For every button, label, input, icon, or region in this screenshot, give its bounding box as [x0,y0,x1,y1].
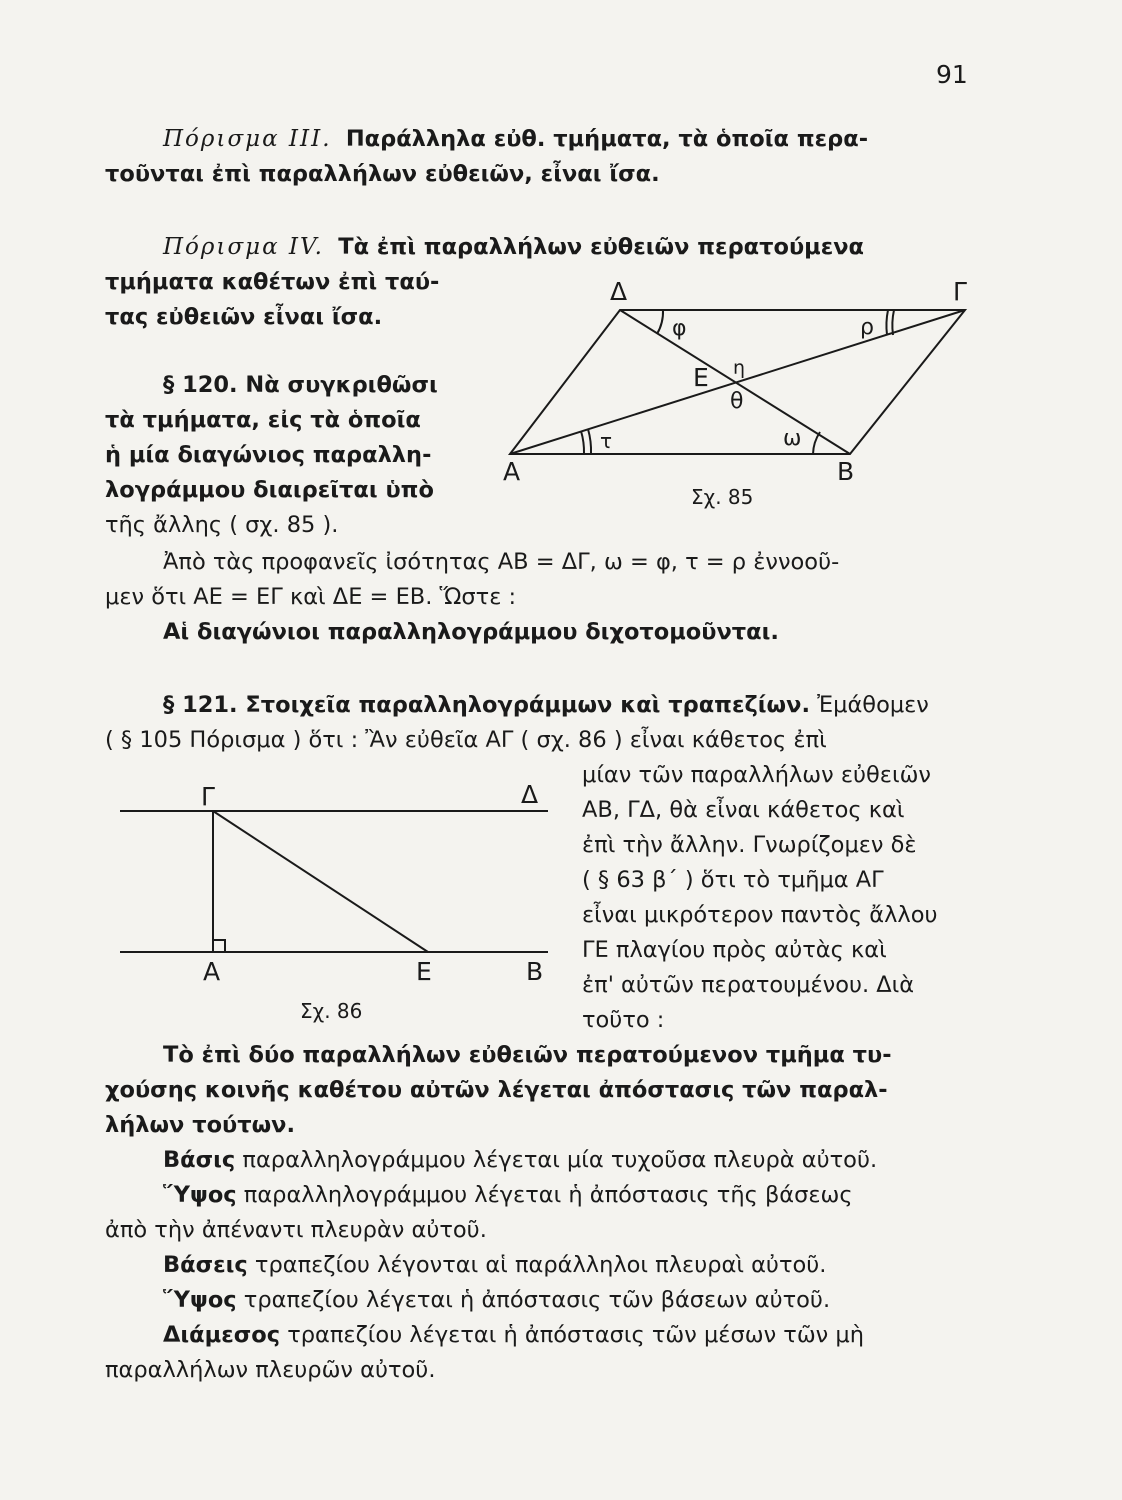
figure-85-caption: Σχ. 85 [691,485,754,509]
porisma-4-label: Πόρισμα IV. [163,234,324,260]
section-120-line3: ἡ μία διαγώνιος παραλλη- [105,442,432,468]
term-hypsos-parallelogram-cont: ἀπὸ τὴν ἀπέναντι πλευρὰν αὐτοῦ. [105,1217,487,1243]
section-121-line9: ἐπ' αὐτῶν περατουμένου. Διὰ [582,972,915,998]
label-E: Ε [416,957,432,986]
label-rho: ρ [860,315,874,340]
definition-line3: λήλων τούτων. [105,1112,296,1138]
section-120-line2: τὰ τμήματα, εἰς τὰ ὁποῖα [105,407,421,433]
label-tau: τ [600,429,613,453]
figure-85 [495,280,975,510]
label-B: Β [526,957,544,986]
angle-phi-arc [657,310,663,334]
porisma-4-line2: τμήματα καθέτων ἐπὶ ταύ- [105,269,440,295]
definition-line2: χούσης κοινῆς καθέτου αὐτῶν λέγεται ἀπόστασις τῶν παραλ- [105,1077,888,1103]
figure-86-caption: Σχ. 86 [300,999,363,1023]
label-A: Α [203,957,221,986]
diagonal-db [620,310,850,454]
label-G: Γ [201,782,215,811]
section-120-cont [105,545,967,650]
section-120 [105,368,500,543]
terms [105,1143,967,1388]
right-angle-mark [213,940,225,952]
label-omega: ω [783,426,802,451]
label-D: Δ [610,280,628,306]
label-theta: θ [730,389,744,414]
figure-86 [115,775,565,1030]
angle-omega-arc [813,432,820,454]
term-basis: Βάσις παραλληλογράμμου λέγεται μία τυχοῦσα πλευρὰ αὐτοῦ. [163,1147,878,1173]
term-diamesos-cont: παραλλήλων πλευρῶν αὐτοῦ. [105,1357,436,1383]
porisma-3 [105,122,967,192]
porisma-3-line2: τοῦνται ἐπὶ παραλλήλων εὐθειῶν, εἶναι ἴσα. [105,161,660,187]
label-A: Α [503,457,521,486]
angle-rho-arc-1 [886,310,888,335]
section-121-line6: ( § 63 β΄ ) ὅτι τὸ τμῆμα ΑΓ [582,867,884,893]
angle-tau-arc-2 [588,429,591,454]
porisma-4-line3: τας εὐθειῶν εἶναι ἴσα. [105,304,383,330]
section-120-line4: λογράμμου διαιρεῖται ὑπὸ [105,477,434,503]
segment-ge [213,811,428,952]
section-121 [105,688,967,758]
label-E: Ε [693,363,709,392]
angle-tau-arc-1 [581,431,584,454]
section-121-line7: εἶναι μικρότερον παντὸς ἄλλου [582,902,938,928]
porisma-4-line1: Τὰ ἐπὶ παραλλήλων εὐθειῶν περατούμενα [338,234,865,260]
label-B: Β [837,457,855,486]
term-hypsos-trapezium: Ὕψος τραπεζίου λέγεται ἡ ἀπόστασις τῶν βάσεων αὐτοῦ. [163,1287,831,1313]
porisma-3-label: Πόρισμα ΙΙΙ. [163,126,332,152]
label-phi: φ [672,316,687,341]
section-121-line10: τοῦτο : [582,1007,665,1033]
label-G: Γ [953,280,967,306]
definition [105,1038,967,1143]
porisma-3-line1: Παράλληλα εὐθ. τμήματα, τὰ ὁποῖα περα- [345,126,869,152]
section-120-line6: Ἀπὸ τὰς προφανεῖς ἰσότητας ΑΒ = ΔΓ, ω = φ, τ = ρ ἐννοοῦ- [163,549,840,575]
diagonal-ag [510,310,965,454]
label-eta: η [733,357,746,379]
section-121-line1-rest: Ἐμάθομεν [817,692,929,718]
term-hypsos-parallelogram: Ὕψος παραλληλογράμμου λέγεται ἡ ἀπόστασις τῆς βάσεως [163,1182,853,1208]
section-121-heading: § 121. Στοιχεῖα παραλληλογράμμων καὶ τραπεζίων. [163,692,810,718]
term-baseis: Βάσεις τραπεζίου λέγονται αἱ παράλληλοι πλευραὶ αὐτοῦ. [163,1252,827,1278]
section-121-line3: μίαν τῶν παραλλήλων εὐθειῶν [582,762,931,788]
section-120-line7: μεν ὅτι ΑΕ = ΕΓ καὶ ΔΕ = ΕΒ. Ὥστε : [105,584,517,610]
section-120-line5: τῆς ἄλλης ( σχ. 85 ). [105,512,339,538]
definition-line1: Τὸ ἐπὶ δύο παραλλήλων εὐθειῶν περατούμενον τμῆμα τυ- [163,1042,892,1068]
section-121-right [582,758,972,1038]
section-121-line5: ἐπὶ τὴν ἄλλην. Γνωρίζομεν δὲ [582,832,917,858]
section-121-line4: ΑΒ, ΓΔ, θὰ εἶναι κάθετος καὶ [582,797,905,823]
section-121-line8: ΓΕ πλαγίου πρὸς αὐτὰς καὶ [582,937,887,963]
page-number: 91 [936,60,968,89]
section-120-conclusion: Αἱ διαγώνιοι παραλληλογράμμου διχοτομοῦνται. [163,619,779,645]
label-D: Δ [521,780,539,809]
section-121-line2: ( § 105 Πόρισμα ) ὅτι : Ἂν εὐθεῖα ΑΓ ( σχ. 86 ) εἶναι κάθετος ἐπὶ [105,727,827,753]
angle-rho-arc-2 [892,310,894,335]
term-diamesos: Διάμεσος τραπεζίου λέγεται ἡ ἀπόστασις τῶν μέσων τῶν μὴ [163,1322,864,1348]
section-120-line1: § 120. Νὰ συγκριθῶσι [163,372,438,398]
